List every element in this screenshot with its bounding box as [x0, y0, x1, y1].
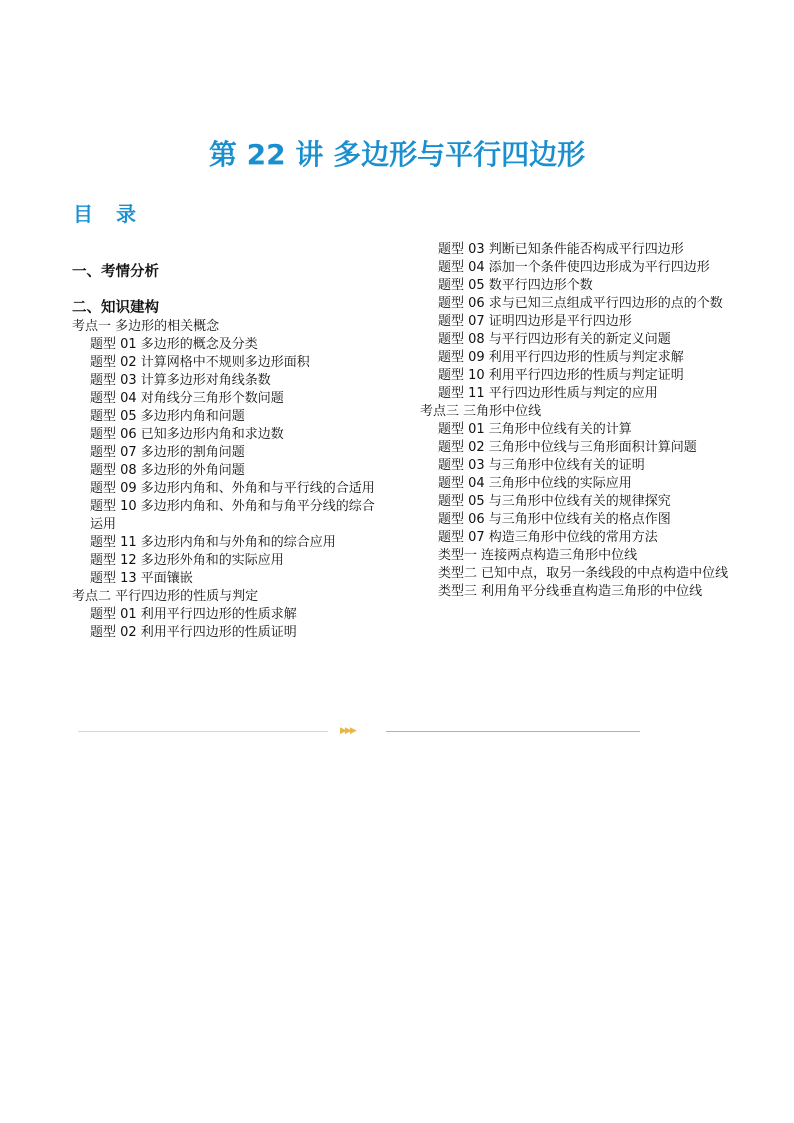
page-title: 第 22 讲 多边形与平行四边形 [208, 138, 586, 171]
toc-item[interactable]: 题型 03 计算多边形对角线条数 [90, 373, 271, 388]
toc-item[interactable]: 题型 04 对角线分三角形个数问题 [90, 391, 284, 406]
toc-right-list [420, 241, 730, 601]
toc-item[interactable]: 题型 05 与三角形中位线有关的规律探究 [438, 494, 671, 509]
toc-item[interactable]: 题型 05 数平行四边形个数 [438, 278, 593, 293]
toc-left-list [72, 318, 382, 642]
toc-item[interactable]: 题型 11 平行四边形性质与判定的应用 [438, 386, 658, 401]
toc-item[interactable]: 题型 10 利用平行四边形的性质与判定证明 [438, 368, 684, 383]
toc-item[interactable]: 题型 11 多边形内角和与外角和的综合应用 [90, 535, 336, 550]
toc-item[interactable]: 题型 01 三角形中位线有关的计算 [438, 422, 632, 437]
toc-left-column [72, 262, 382, 642]
divider-line-right [386, 731, 640, 732]
toc-item[interactable]: 类型二 已知中点，取另一条线段的中点构造中位线 [438, 566, 729, 581]
toc-topic[interactable]: 考点一 多边形的相关概念 [72, 319, 220, 334]
toc-item[interactable]: 题型 06 已知多边形内角和求边数 [90, 427, 284, 442]
divider-line-left [78, 731, 328, 732]
toc-item[interactable]: 题型 08 多边形的外角问题 [90, 463, 245, 478]
toc-item[interactable]: 题型 10 多边形内角和、外角和与角平分线的综合运用 [90, 499, 375, 532]
toc-item[interactable]: 题型 09 多边形内角和、外角和与平行线的合适用 [90, 481, 375, 496]
toc-item[interactable]: 类型三 利用角平分线垂直构造三角形的中位线 [438, 584, 703, 599]
toc-item[interactable]: 题型 02 三角形中位线与三角形面积计算问题 [438, 440, 697, 455]
toc-item[interactable]: 题型 04 三角形中位线的实际应用 [438, 476, 632, 491]
toc-heading: 目 录 [73, 202, 144, 226]
toc-right-column [420, 241, 730, 601]
toc-item[interactable]: 题型 05 多边形内角和问题 [90, 409, 245, 424]
arrow-icon: ▶▶▶ [340, 726, 355, 736]
toc-item[interactable]: 题型 09 利用平行四边形的性质与判定求解 [438, 350, 684, 365]
toc-item[interactable]: 题型 02 利用平行四边形的性质证明 [90, 625, 297, 640]
toc-item[interactable]: 题型 13 平面镶嵌 [90, 571, 193, 586]
toc-item[interactable]: 题型 03 与三角形中位线有关的证明 [438, 458, 645, 473]
toc-item[interactable]: 题型 12 多边形外角和的实际应用 [90, 553, 284, 568]
decorative-divider [78, 727, 640, 737]
toc-item[interactable]: 题型 06 与三角形中位线有关的格点作图 [438, 512, 671, 527]
toc-item[interactable]: 题型 07 多边形的割角问题 [90, 445, 245, 460]
toc-item[interactable]: 题型 01 利用平行四边形的性质求解 [90, 607, 297, 622]
toc-item[interactable]: 类型一 连接两点构造三角形中位线 [438, 548, 638, 563]
toc-topic[interactable]: 考点三 三角形中位线 [420, 404, 542, 419]
section-heading[interactable]: 一、考情分析 [72, 264, 159, 280]
toc-item[interactable]: 题型 07 证明四边形是平行四边形 [438, 314, 632, 329]
toc-item[interactable]: 题型 07 构造三角形中位线的常用方法 [438, 530, 658, 545]
toc-item[interactable]: 题型 01 多边形的概念及分类 [90, 337, 258, 352]
toc-item[interactable]: 题型 02 计算网格中不规则多边形面积 [90, 355, 310, 370]
section-heading[interactable]: 二、知识建构 [72, 300, 159, 316]
toc-item[interactable]: 题型 08 与平行四边形有关的新定义问题 [438, 332, 671, 347]
toc-item[interactable]: 题型 06 求与已知三点组成平行四边形的点的个数 [438, 296, 723, 311]
toc-item[interactable]: 题型 04 添加一个条件使四边形成为平行四边形 [438, 260, 710, 275]
toc-topic[interactable]: 考点二 平行四边形的性质与判定 [72, 589, 259, 604]
toc-item[interactable]: 题型 03 判断已知条件能否构成平行四边形 [438, 242, 684, 257]
